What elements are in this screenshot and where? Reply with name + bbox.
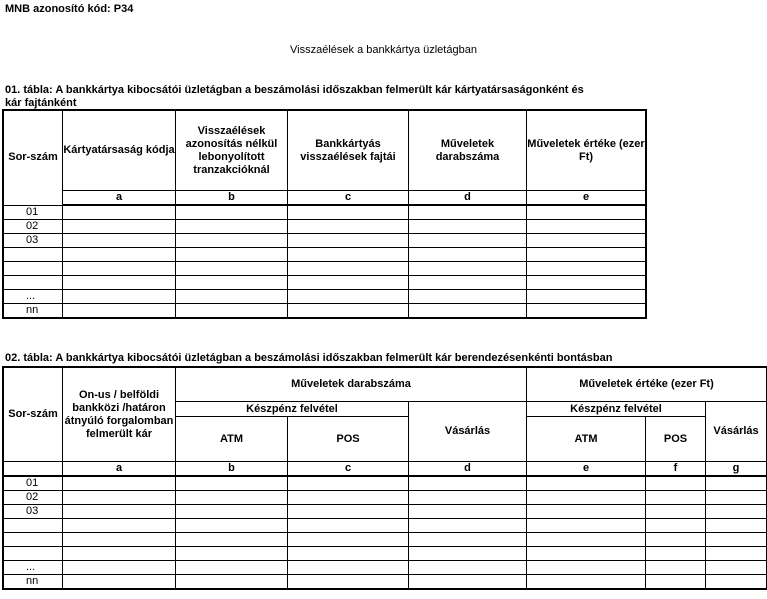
table-row — [4, 261, 646, 275]
cell — [527, 233, 646, 247]
cell — [176, 233, 288, 247]
cell — [176, 519, 288, 533]
cell — [176, 561, 288, 575]
cell — [288, 533, 409, 547]
cell — [527, 491, 646, 505]
table1-caption — [5, 84, 584, 110]
cell — [646, 561, 706, 575]
cell — [176, 261, 288, 275]
cell — [409, 476, 527, 491]
cell — [63, 505, 176, 519]
cell — [63, 491, 176, 505]
table1-letter-row — [4, 191, 646, 206]
cell — [176, 533, 288, 547]
table-row — [4, 247, 646, 261]
cell — [63, 575, 176, 589]
table-row — [4, 289, 646, 303]
row-number — [4, 261, 63, 275]
row-number: ... — [4, 289, 63, 303]
cell — [706, 547, 767, 561]
mnb-code: MNB azonosító kód: P34 — [5, 3, 134, 15]
cell — [288, 233, 409, 247]
cell — [527, 247, 646, 261]
document-title: Visszaélések a bankkártya üzletágban — [290, 44, 477, 56]
cell — [63, 247, 176, 261]
table-row — [4, 476, 767, 491]
cell — [63, 261, 176, 275]
cell — [288, 476, 409, 491]
cell — [527, 261, 646, 275]
row-number: 01 — [4, 476, 63, 491]
table1-header-row — [4, 111, 646, 191]
cell — [527, 205, 646, 219]
cell — [63, 547, 176, 561]
cell — [176, 505, 288, 519]
cell — [176, 275, 288, 289]
table1-rownum-header: Sor-szám — [4, 111, 63, 206]
cell — [63, 289, 176, 303]
cell — [63, 476, 176, 491]
cell — [409, 247, 527, 261]
cell — [288, 219, 409, 233]
cell — [706, 561, 767, 575]
table2-letter-e: e — [527, 462, 646, 477]
table2-letter-f: f — [646, 462, 706, 477]
table2-col-a-header: On-us / belföldi bankközi /határon átnyúló forgalomban felmerült kár — [63, 368, 176, 462]
cell — [527, 289, 646, 303]
cell — [527, 303, 646, 317]
cell — [527, 547, 646, 561]
table2-value-atm-header: ATM — [527, 417, 646, 462]
cell — [706, 505, 767, 519]
row-number: nn — [4, 303, 63, 317]
cell — [706, 519, 767, 533]
row-number: 01 — [4, 205, 63, 219]
table1-letter-a: a — [63, 191, 176, 206]
cell — [288, 275, 409, 289]
table-row — [4, 547, 767, 561]
cell — [176, 289, 288, 303]
cell — [409, 289, 527, 303]
cell — [646, 505, 706, 519]
table2-group-value-header: Műveletek értéke (ezer Ft) — [527, 368, 767, 402]
cell — [409, 547, 527, 561]
table-row — [4, 575, 767, 589]
table1-col-a-header: Kártyatársaság kódja — [63, 111, 176, 191]
table-row — [4, 491, 767, 505]
table-row — [4, 275, 646, 289]
table2-value-cash-header: Készpénz felvétel — [527, 402, 706, 417]
cell — [409, 561, 527, 575]
table2 — [3, 367, 767, 589]
table2-letter-empty — [4, 462, 63, 477]
cell — [288, 491, 409, 505]
cell — [288, 561, 409, 575]
cell — [409, 233, 527, 247]
table2-rownum-header: Sor-szám — [4, 368, 63, 462]
row-number: 02 — [4, 491, 63, 505]
cell — [176, 491, 288, 505]
cell — [63, 205, 176, 219]
table1-caption-line1: 01. tábla: A bankkártya kibocsátói üzletágban a beszámolási időszakban felmerült kár kártyatársaságonként és — [5, 84, 584, 96]
table2-letter-c: c — [288, 462, 409, 477]
row-number: ... — [4, 561, 63, 575]
table1-letter-c: c — [288, 191, 409, 206]
cell — [288, 261, 409, 275]
row-number: 03 — [4, 233, 63, 247]
row-number — [4, 275, 63, 289]
table-row — [4, 205, 646, 219]
cell — [176, 476, 288, 491]
cell — [176, 303, 288, 317]
cell — [288, 547, 409, 561]
row-number — [4, 519, 63, 533]
table2-header-row1 — [4, 368, 767, 402]
cell — [646, 519, 706, 533]
cell — [63, 561, 176, 575]
cell — [176, 205, 288, 219]
cell — [409, 261, 527, 275]
cell — [527, 275, 646, 289]
cell — [176, 575, 288, 589]
cell — [706, 533, 767, 547]
table2-letter-row — [4, 462, 767, 477]
table-row — [4, 303, 646, 317]
cell — [63, 219, 176, 233]
cell — [409, 519, 527, 533]
cell — [63, 275, 176, 289]
cell — [288, 289, 409, 303]
table1-col-b-header: Visszaélések azonosítás nélkül lebonyolított tranzakcióknál — [176, 111, 288, 191]
cell — [527, 505, 646, 519]
cell — [63, 519, 176, 533]
cell — [288, 505, 409, 519]
table-row — [4, 219, 646, 233]
table2-group-count-header: Műveletek darabszáma — [176, 368, 527, 402]
table2-count-purchase-header: Vásárlás — [409, 402, 527, 462]
cell — [646, 547, 706, 561]
table1-col-e-header: Műveletek értéke (ezer Ft) — [527, 111, 646, 191]
table2-letter-a: a — [63, 462, 176, 477]
table-row — [4, 533, 767, 547]
cell — [409, 303, 527, 317]
row-number: nn — [4, 575, 63, 589]
cell — [63, 533, 176, 547]
row-number — [4, 247, 63, 261]
table2-letter-d: d — [409, 462, 527, 477]
cell — [63, 303, 176, 317]
table1-letter-b: b — [176, 191, 288, 206]
cell — [409, 219, 527, 233]
table1-col-d-header: Műveletek darabszáma — [409, 111, 527, 191]
table2-value-purchase-header: Vásárlás — [706, 402, 767, 462]
cell — [176, 247, 288, 261]
row-number — [4, 547, 63, 561]
cell — [288, 575, 409, 589]
table-row — [4, 233, 646, 247]
cell — [527, 575, 646, 589]
table1-letter-e: e — [527, 191, 646, 206]
cell — [527, 561, 646, 575]
cell — [527, 476, 646, 491]
cell — [706, 491, 767, 505]
cell — [288, 519, 409, 533]
row-number: 02 — [4, 219, 63, 233]
cell — [409, 491, 527, 505]
cell — [646, 491, 706, 505]
cell — [646, 575, 706, 589]
table2-count-cash-header: Készpénz felvétel — [176, 402, 409, 417]
cell — [409, 533, 527, 547]
table2-letter-b: b — [176, 462, 288, 477]
cell — [176, 219, 288, 233]
table2-caption: 02. tábla: A bankkártya kibocsátói üzletágban a beszámolási időszakban felmerült kár berendezésenkénti bontásban — [5, 352, 613, 364]
table2-letter-g: g — [706, 462, 767, 477]
cell — [409, 575, 527, 589]
table1-caption-line2: kár fajtánként — [5, 97, 77, 109]
table1-col-c-header: Bankkártyás visszaélések fajtái — [288, 111, 409, 191]
table2-count-pos-header: POS — [288, 417, 409, 462]
cell — [288, 205, 409, 219]
cell — [527, 219, 646, 233]
table2-value-pos-header: POS — [646, 417, 706, 462]
cell — [288, 303, 409, 317]
row-number — [4, 533, 63, 547]
cell — [706, 575, 767, 589]
table-row — [4, 519, 767, 533]
cell — [527, 533, 646, 547]
table2-count-atm-header: ATM — [176, 417, 288, 462]
table1-letter-d: d — [409, 191, 527, 206]
cell — [176, 547, 288, 561]
cell — [63, 233, 176, 247]
cell — [527, 519, 646, 533]
table-row — [4, 505, 767, 519]
cell — [646, 476, 706, 491]
table-row — [4, 561, 767, 575]
table1 — [3, 110, 646, 318]
cell — [409, 505, 527, 519]
cell — [409, 275, 527, 289]
cell — [706, 476, 767, 491]
cell — [409, 205, 527, 219]
cell — [646, 533, 706, 547]
row-number: 03 — [4, 505, 63, 519]
cell — [288, 247, 409, 261]
